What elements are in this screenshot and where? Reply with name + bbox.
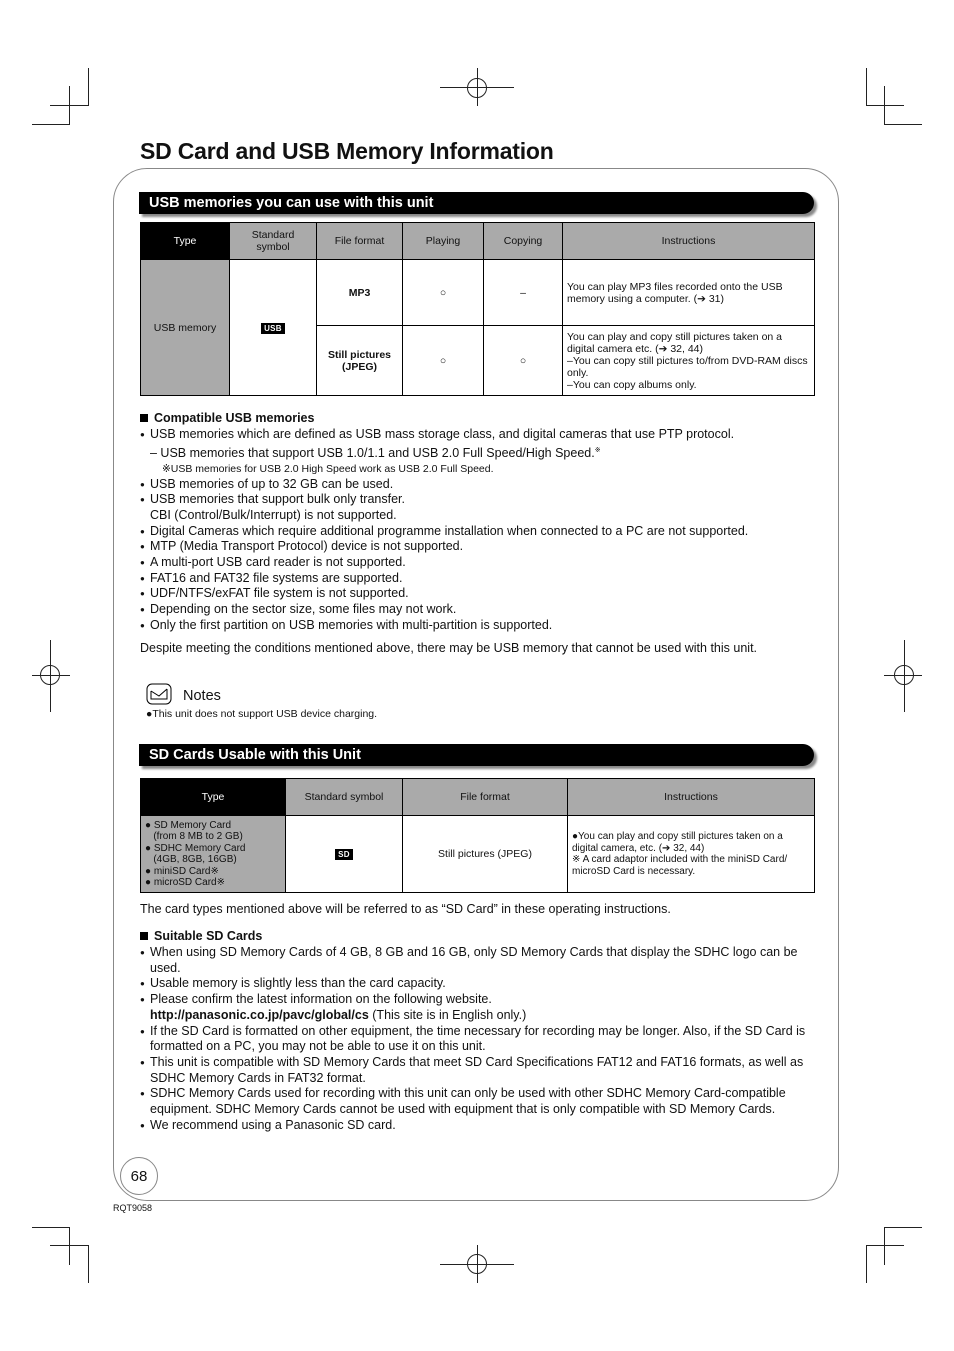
instr-line: You can play and copy still pictures taken on a digital camera etc. (➔ 32, 44) [567,330,782,355]
notes-text: ●This unit does not support USB device charging. [146,708,378,720]
suitable-list [140,945,812,1133]
compatible-heading [140,411,314,425]
website-link[interactable]: http://panasonic.co.jp/pavc/global/cs [150,1007,369,1022]
list-item: ● USB memories which are defined as USB mass storage class, and digital cameras that use PTP protocol. [140,427,820,443]
playing-mp3 [403,260,484,326]
compatible-list [140,427,820,634]
col-instructions: Instructions [568,779,815,816]
usb-logo: USB [261,323,285,334]
circle-icon: ○ [519,354,527,367]
usb-type-cell: USB memory [141,260,230,396]
col-playing: Playing [403,223,484,260]
footnote: ※USB memories for USB 2.0 High Speed work as USB 2.0 Full Speed. [162,462,494,475]
page-number: 68 [120,1157,158,1195]
list-item: ● We recommend using a Panasonic SD card. [140,1118,812,1134]
col-format: File format [403,779,568,816]
instr-line: ●You can play and copy still pictures taken on a digital camera, etc. (➔ 32, 44) [572,831,783,854]
suitable-heading [140,929,262,943]
list-subitem [140,443,820,462]
list-item: ● USB memories of up to 32 GB can be used. [140,477,820,493]
sd-type-line: ● microSD Card※ [145,877,225,888]
col-format: File format [317,223,403,260]
instructions-jpeg [563,326,815,396]
list-item: ● USB memories that support bulk only transfer. [140,492,820,508]
document-code: RQT9058 [113,1203,153,1213]
sd-type-line: ● SD Memory Card [145,819,232,831]
list-item: ● UDF/NTFS/exFAT file system is not supported. [140,586,820,602]
suitable-heading-text: Suitable SD Cards [154,929,263,943]
usb-symbol-cell [230,260,317,396]
list-item: ● Digital Cameras which require additional programme installation when connected to a PC are not supported. [140,524,820,540]
copying-jpeg [484,326,563,396]
col-copying: Copying [484,223,563,260]
format-jpeg: Still pictures (JPEG) [317,326,403,396]
sd-section-heading: SD Cards Usable with this Unit [139,744,814,766]
sd-table [140,778,815,893]
col-type: Type [141,779,286,816]
page-title: SD Card and USB Memory Information [140,138,554,164]
list-continuation: CBI (Control/Bulk/Interrupt) is not supported. [150,507,397,522]
website-note: (This site is in English only.) [368,1007,527,1022]
notes-icon [146,683,172,705]
copying-mp3: – [484,260,563,326]
list-item: ● SDHC Memory Cards used for recording with this unit can only be used with other SDHC Memory Card-compatible equipment. SDHC Memory Cards cannot be used with equipment that is only compatible with SD Memory Cards. [140,1086,812,1117]
circle-icon: ○ [439,286,447,299]
instr-line: –You can copy still pictures to/from DVD-RAM discs only. [567,354,808,379]
subitem-text: – USB memories that support USB 1.0/1.1 and USB 2.0 Full Speed/High Speed. [150,445,595,460]
sd-type-cell [141,816,286,893]
playing-jpeg [403,326,484,396]
list-item: ● A multi-port USB card reader is not supported. [140,555,820,571]
list-item: ● Only the first partition on USB memories with multi-partition is supported. [140,618,820,634]
sd-format-cell: Still pictures (JPEG) [403,816,568,893]
col-instructions: Instructions [563,223,815,260]
sd-type-line: (4GB, 8GB, 16GB) [145,854,237,865]
list-item: ● Please confirm the latest information on the following website. [140,992,812,1008]
list-item: ● If the SD Card is formatted on other equipment, the time necessary for recording may be longer. Also, if the SD Card is formatted on a PC, you may not be able to use it on this unit. [140,1024,812,1055]
usb-table [140,222,815,396]
sd-logo: SD [335,849,353,860]
col-symbol: Standard symbol [286,779,403,816]
compatible-heading-text: Compatible USB memories [154,411,315,425]
despite-paragraph: Despite meeting the conditions mentioned above, there may be USB memory that cannot be used with this unit. [140,641,758,655]
sd-instructions-cell [568,816,815,893]
notes-label: Notes [183,688,221,704]
list-item: ● This unit is compatible with SD Memory Cards that meet SD Card Specifications FAT12 and FAT16 formats, as well as SDHC Memory Cards in FAT32 format. [140,1055,812,1086]
square-bullet-icon [140,414,148,422]
sd-card-note: The card types mentioned above will be referred to as “SD Card” in these operating instructions. [140,902,671,916]
list-item: ● When using SD Memory Cards of 4 GB, 8 GB and 16 GB, only SD Memory Cards that display the SDHC logo can be used. [140,945,812,976]
format-mp3: MP3 [317,260,403,326]
instructions-mp3: You can play MP3 files recorded onto the USB memory using a computer. (➔ 31) [563,260,815,326]
list-item: ● FAT16 and FAT32 file systems are supported. [140,571,820,587]
instr-line: –You can copy albums only. [567,378,697,391]
sd-type-line: (from 8 MB to 2 GB) [145,831,243,842]
footnote-mark: ※ [594,446,601,454]
website-line [140,1008,812,1024]
sd-type-line: ● SDHC Memory Card [145,842,246,854]
col-type: Type [141,223,230,260]
usb-section-heading: USB memories you can use with this unit [139,192,814,214]
instr-line: ※ A card adaptor included with the miniSD Card/ microSD Card is necessary. [572,854,788,877]
list-item: ● Usable memory is slightly less than the card capacity. [140,976,812,992]
sd-type-line: ● miniSD Card※ [145,865,219,877]
col-symbol: Standard symbol [230,223,317,260]
square-bullet-icon [140,932,148,940]
list-item: ● Depending on the sector size, some files may not work. [140,602,820,618]
sd-symbol-cell [286,816,403,893]
list-item: ● MTP (Media Transport Protocol) device is not supported. [140,539,820,555]
circle-icon: ○ [439,354,447,367]
